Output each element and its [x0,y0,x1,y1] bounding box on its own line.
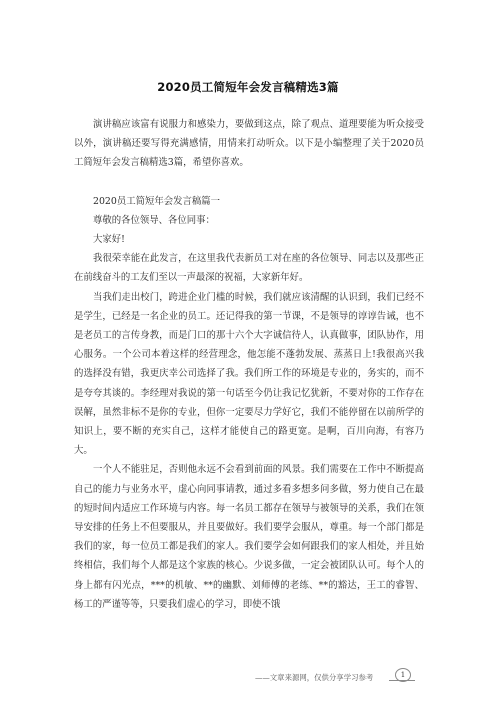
body-paragraph-2: 当我们走出校门，跨进企业门槛的时候，我们就应该清醒的认识到，我们已经不是学生，已经是一名企业的员工。还记得我的第一节课，不是领导的谆谆告诫，也不是老员工的言传身教，而是门口的那十六个大字诚信待人，认真做事，团队协作，用心服务。一个公司本着这样的经营理念，他怎能不蓬勃发展、蒸蒸日上!我很高兴我的选择没有错，我更庆幸公司选择了我。我们所工作的环境是专业的，务实的，而不是夸夸其谈的。李经理对我说的第一句话至今仍让我记忆犹新，不要对你的工作存在误解，虽然非标不是你的专业，但你一定要尽力学好它，我们不能停留在以前所学的知识上，要不断的充实自己，这样才能使自己的路更宽。是啊，百川向海，有容乃大。 [74,291,424,457]
section-heading: 2020员工简短年会发言稿篇一 [93,195,220,207]
intro-paragraph: 演讲稿应该富有说服力和感染力，要做到这点，除了观点、道理要能为听众接受以外，演讲稿还要写得充满感情，用情来打动听众。以下是小编整理了关于2020员工简短年会发言稿精选3篇，希望你喜欢。 [74,119,424,169]
page-footer [0,668,496,692]
document-body [74,115,424,614]
source-note: ——文章来源网，仅供分享学习参考 [255,673,374,682]
page-number-badge: 1 [395,668,411,682]
document-title: 2020员工简短年会发言稿精选3篇 [157,80,339,94]
salutation: 尊敬的各位领导、各位同事： [93,214,215,226]
body-paragraph-3: 一个人不能驻足，否则他永远不会看到前面的风景。我们需要在工作中不断提高自己的能力与业务水平，虚心向同事请教，通过多看多想多问多做，努力使自己在最的短时间内适应工作环境与内容。每一名员工都存在领导与被领导的关系，我们在领导安排的任务上不但要服从，并且要做好。我们要学会服从，尊重。每一个部门都是我们的家，每一位员工都是我们的家人。我们要学会如何跟我们的家人相处，并且始终相信，我们每个人都是这个家族的核心。少说多做，一定会被团队认可。每个人的身上都有闪光点，***的机敏、**的幽默、刘师傅的老练、**的豁达，王工的睿智、杨工的严谨等等，只要我们虚心的学习，即使不饿 [74,464,424,610]
body-paragraph-1: 我很荣幸能在此发言，在这里我代表新员工对在座的各位领导、同志以及那些正在前线奋斗的工友们至以一声最深的祝福，大家新年好。 [74,253,424,284]
greeting: 大家好! [93,234,125,246]
footer-rule [389,680,415,681]
